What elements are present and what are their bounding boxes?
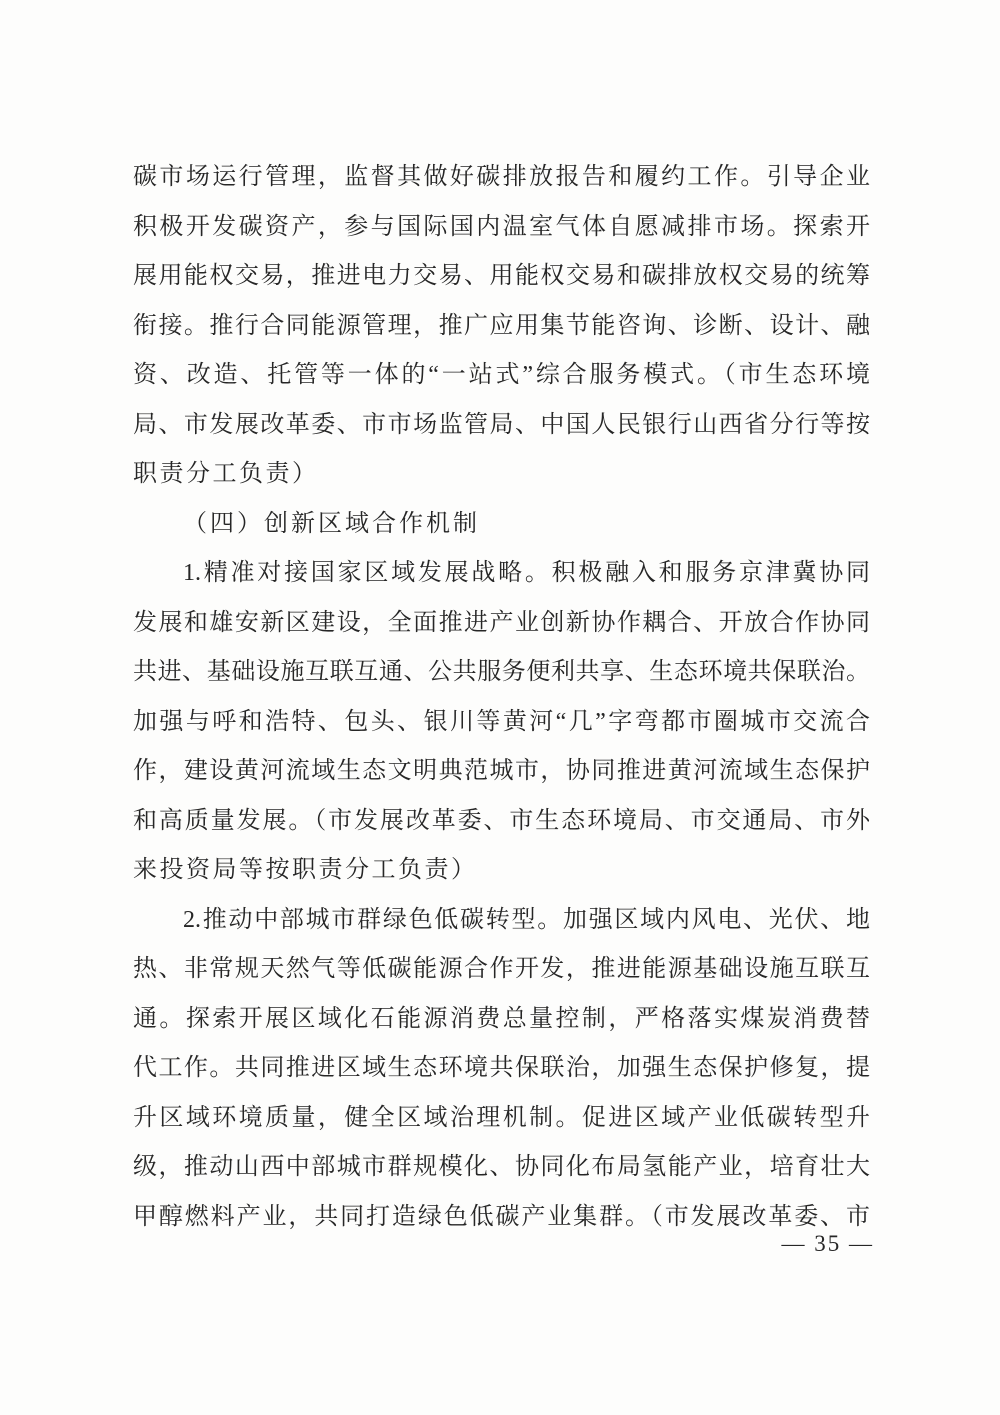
text-line: 局、市发展改革委、市市场监管局、中国人民银行山西省分行等按 xyxy=(133,411,870,438)
text-line: 来投资局等按职责分工负责） xyxy=(133,857,478,883)
text-line: 共进、基础设施互联互通、公共服务便利共享、生态环境共保联治。 xyxy=(133,659,870,685)
text-line: 衔接。推行合同能源管理，推广应用集节能咨询、诊断、设计、融 xyxy=(133,312,870,339)
text-line: 作，建设黄河流域生态文明典范城市，协同推进黄河流域生态保护 xyxy=(133,758,870,784)
text-line: 积极开发碳资产，参与国际国内温室气体自愿减排市场。探索开 xyxy=(133,213,870,240)
text-line: 甲醇燃料产业，共同打造绿色低碳产业集群。（市发展改革委、市 xyxy=(133,1203,870,1230)
text-line: 通。探索开展区域化石能源消费总量控制，严格落实煤炭消费替 xyxy=(133,1005,870,1032)
text-line: 碳市场运行管理，监督其做好碳排放报告和履约工作。引导企业 xyxy=(133,164,870,190)
text-line: 和高质量发展。（市发展改革委、市生态环境局、市交通局、市外 xyxy=(133,807,870,834)
page-number: — 35 — xyxy=(781,1231,874,1256)
text-line: 2.推动中部城市群绿色低碳转型。加强区域内风电、光伏、地 xyxy=(183,906,870,933)
text-line: 发展和雄安新区建设，全面推进产业创新协作耦合、开放合作协同 xyxy=(133,609,870,636)
document-body xyxy=(133,153,870,1242)
text-line: 级，推动山西中部城市群规模化、协同化布局氢能产业，培育壮大 xyxy=(133,1154,870,1180)
text-line: 热、非常规天然气等低碳能源合作开发，推进能源基础设施互联互 xyxy=(133,956,870,982)
text-line: 资、改造、托管等一体的“一站式”综合服务模式。（市生态环境 xyxy=(133,362,870,388)
text-line: 职责分工负责） xyxy=(133,461,319,487)
text-line: 展用能权交易，推进电力交易、用能权交易和碳排放权交易的统筹 xyxy=(133,263,870,289)
text-line: 加强与呼和浩特、包头、银川等黄河“几”字弯都市圈城市交流合 xyxy=(133,708,870,735)
text-line: 1.精准对接国家区域发展战略。积极融入和服务京津冀协同 xyxy=(183,560,870,586)
section-heading: （四）创新区域合作机制 xyxy=(183,510,480,537)
text-line: 代工作。共同推进区域生态环境共保联治，加强生态保护修复，提 xyxy=(133,1055,870,1081)
text-line: 升区域环境质量，健全区域治理机制。促进区域产业低碳转型升 xyxy=(133,1104,870,1131)
